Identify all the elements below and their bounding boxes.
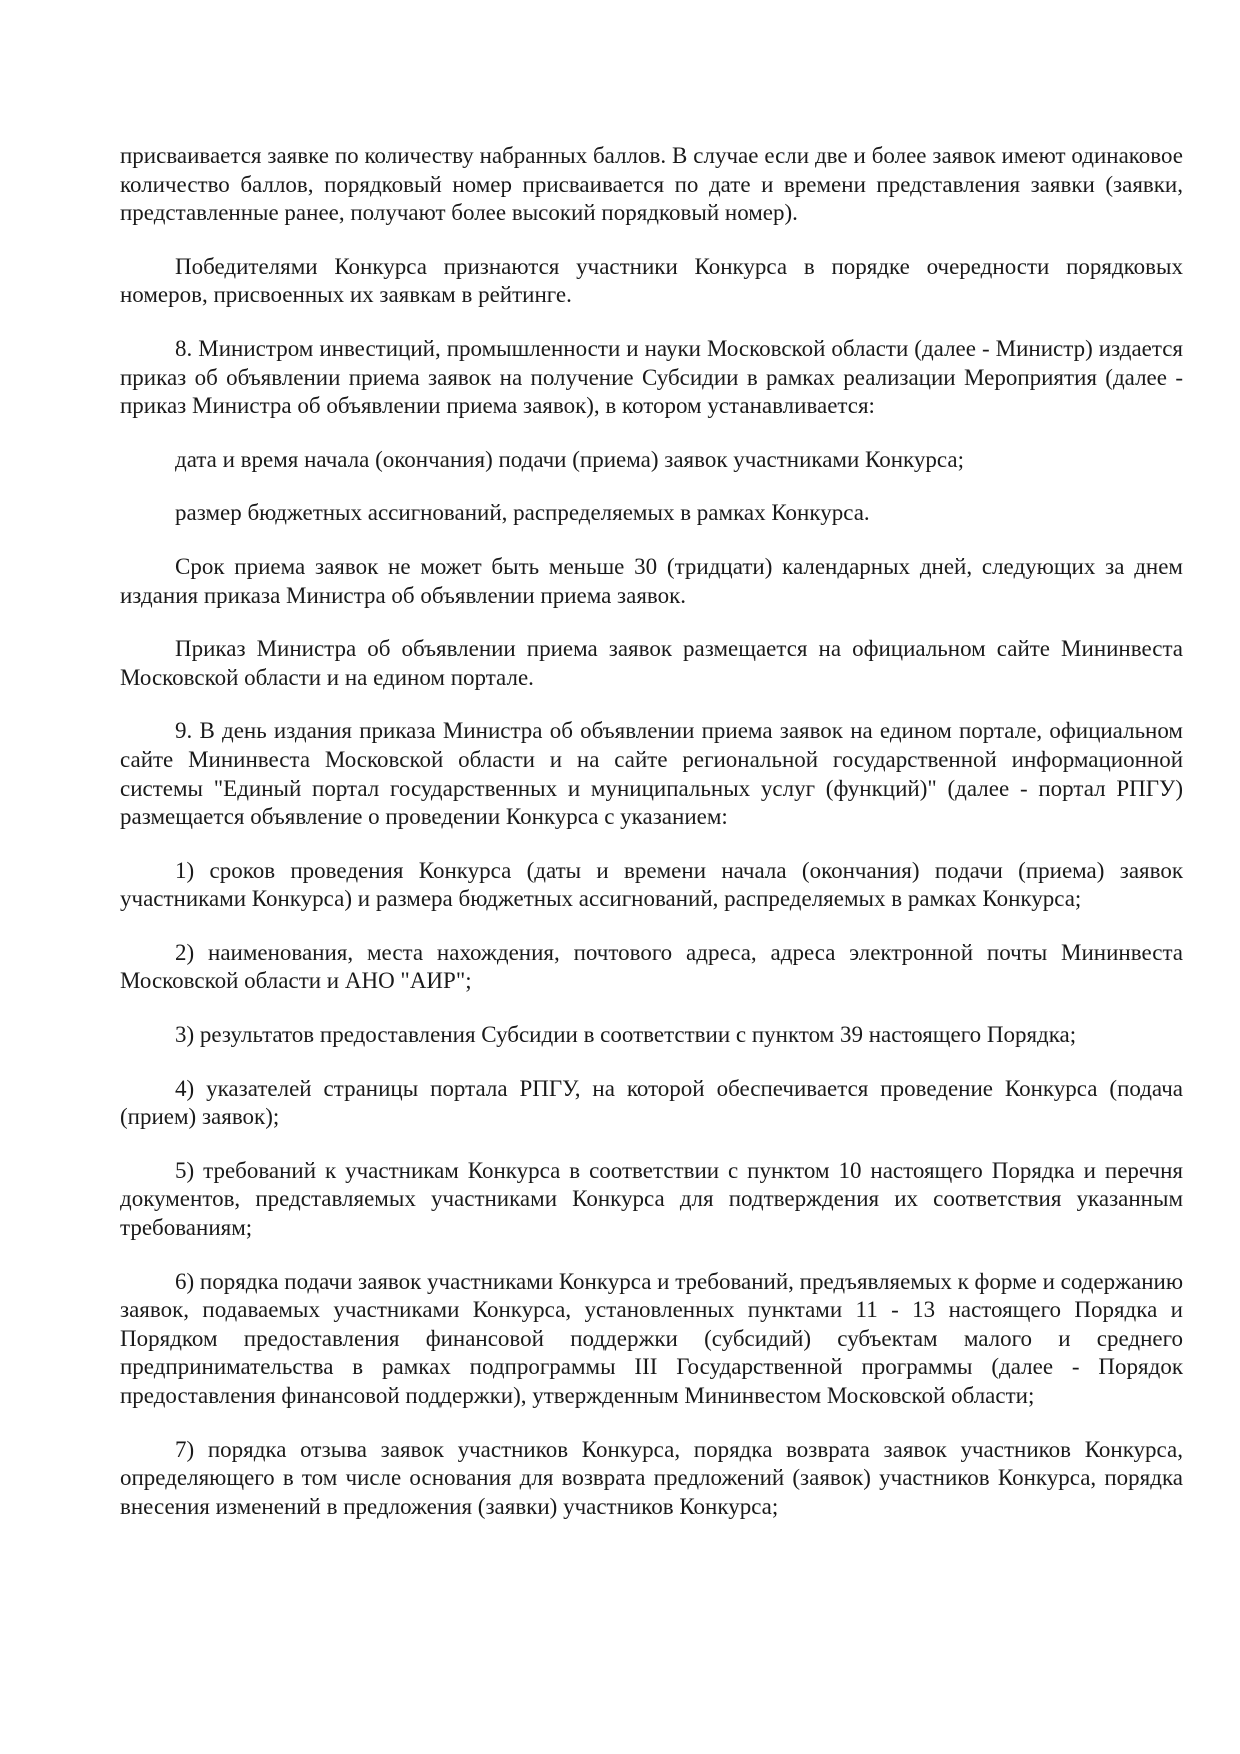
list-item-2: 2) наименования, места нахождения, почтового адреса, адреса электронной почты Мининвеста Московской области и АНО "АИР"; [120,939,1183,994]
paragraph-publication: Приказ Министра об объявлении приема заявок размещается на официальном сайте Мининвеста Московской области и на едином портале. [120,636,1183,690]
list-item-6: 6) порядка подачи заявок участниками Конкурса и требований, предъявляемых к форме и содержанию заявок, подаваемых участниками Конкурса, установленных пунктами 11 - 13 настоящего Порядка и Порядком предоставления финансовой поддержки (субсидий) субъектам малого и среднего предпринимательства в рамках подпрограммы III Государственной программы (далее - Порядок предоставления финансовой поддержки), утвержденным Мининвестом Московской области; [120,1268,1184,1408]
list-item-1: 1) сроков проведения Конкурса (даты и времени начала (окончания) подачи (приема) заявок участниками Конкурса) и размера бюджетных ассигнований, распределяемых в рамках Конкурса; [120,857,1183,912]
paragraph-ranking-continuation: присваивается заявке по количеству набранных баллов. В случае если две и более заявок имеют одинаковое количество баллов, порядковый номер присваивается по дате и времени представления заявки (заявки, представленные ранее, получают более высокий порядковый номер). [120,143,1183,226]
paragraph-date-time: дата и время начала (окончания) подачи (приема) заявок участниками Конкурса; [175,446,964,472]
paragraph-item-8: 8. Министром инвестиций, промышленности и науки Московской области (далее - Министр) издается приказ об объявлении приема заявок на получение Субсидии в рамках реализации Мероприятия (далее - приказ Министра об объявлении приема заявок), в котором устанавливается: [120,335,1183,419]
paragraph-winners: Победителями Конкурса признаются участники Конкурса в порядке очередности порядковых номеров, присвоенных их заявкам в рейтинге. [120,253,1183,308]
paragraph-budget: размер бюджетных ассигнований, распределяемых в рамках Конкурса. [175,500,870,526]
paragraph-deadline: Срок приема заявок не может быть меньше 30 (тридцати) календарных дней, следующих за днем издания приказа Министра об объявлении приема заявок. [120,553,1183,608]
paragraph-item-9: 9. В день издания приказа Министра об объявлении приема заявок на едином портале, официальном сайте Мининвеста Московской области и на сайте региональной государственной информационной системы "Единый портал государственных и муниципальных услуг (функций)" (далее - портал РПГУ) размещается объявление о проведении Конкурса с указанием: [120,718,1183,830]
list-item-5: 5) требований к участникам Конкурса в соответствии с пунктом 10 настоящего Порядка и перечня документов, представляемых участниками Конкурса для подтверждения их соответствия указанным требованиям; [120,1157,1183,1241]
list-item-4: 4) указателей страницы портала РПГУ, на которой обеспечивается проведение Конкурса (подача (прием) заявок); [120,1075,1183,1130]
document-page [120,142,1183,1546]
list-item-3: 3) результатов предоставления Субсидии в соответствии с пунктом 39 настоящего Порядка; [175,1022,1077,1048]
list-item-7: 7) порядка отзыва заявок участников Конкурса, порядка возврата заявок участников Конкурса, определяющего в том числе основания для возврата предложений (заявок) участников Конкурса, порядка внесения изменений в предложения (заявки) участников Конкурса; [120,1436,1183,1519]
